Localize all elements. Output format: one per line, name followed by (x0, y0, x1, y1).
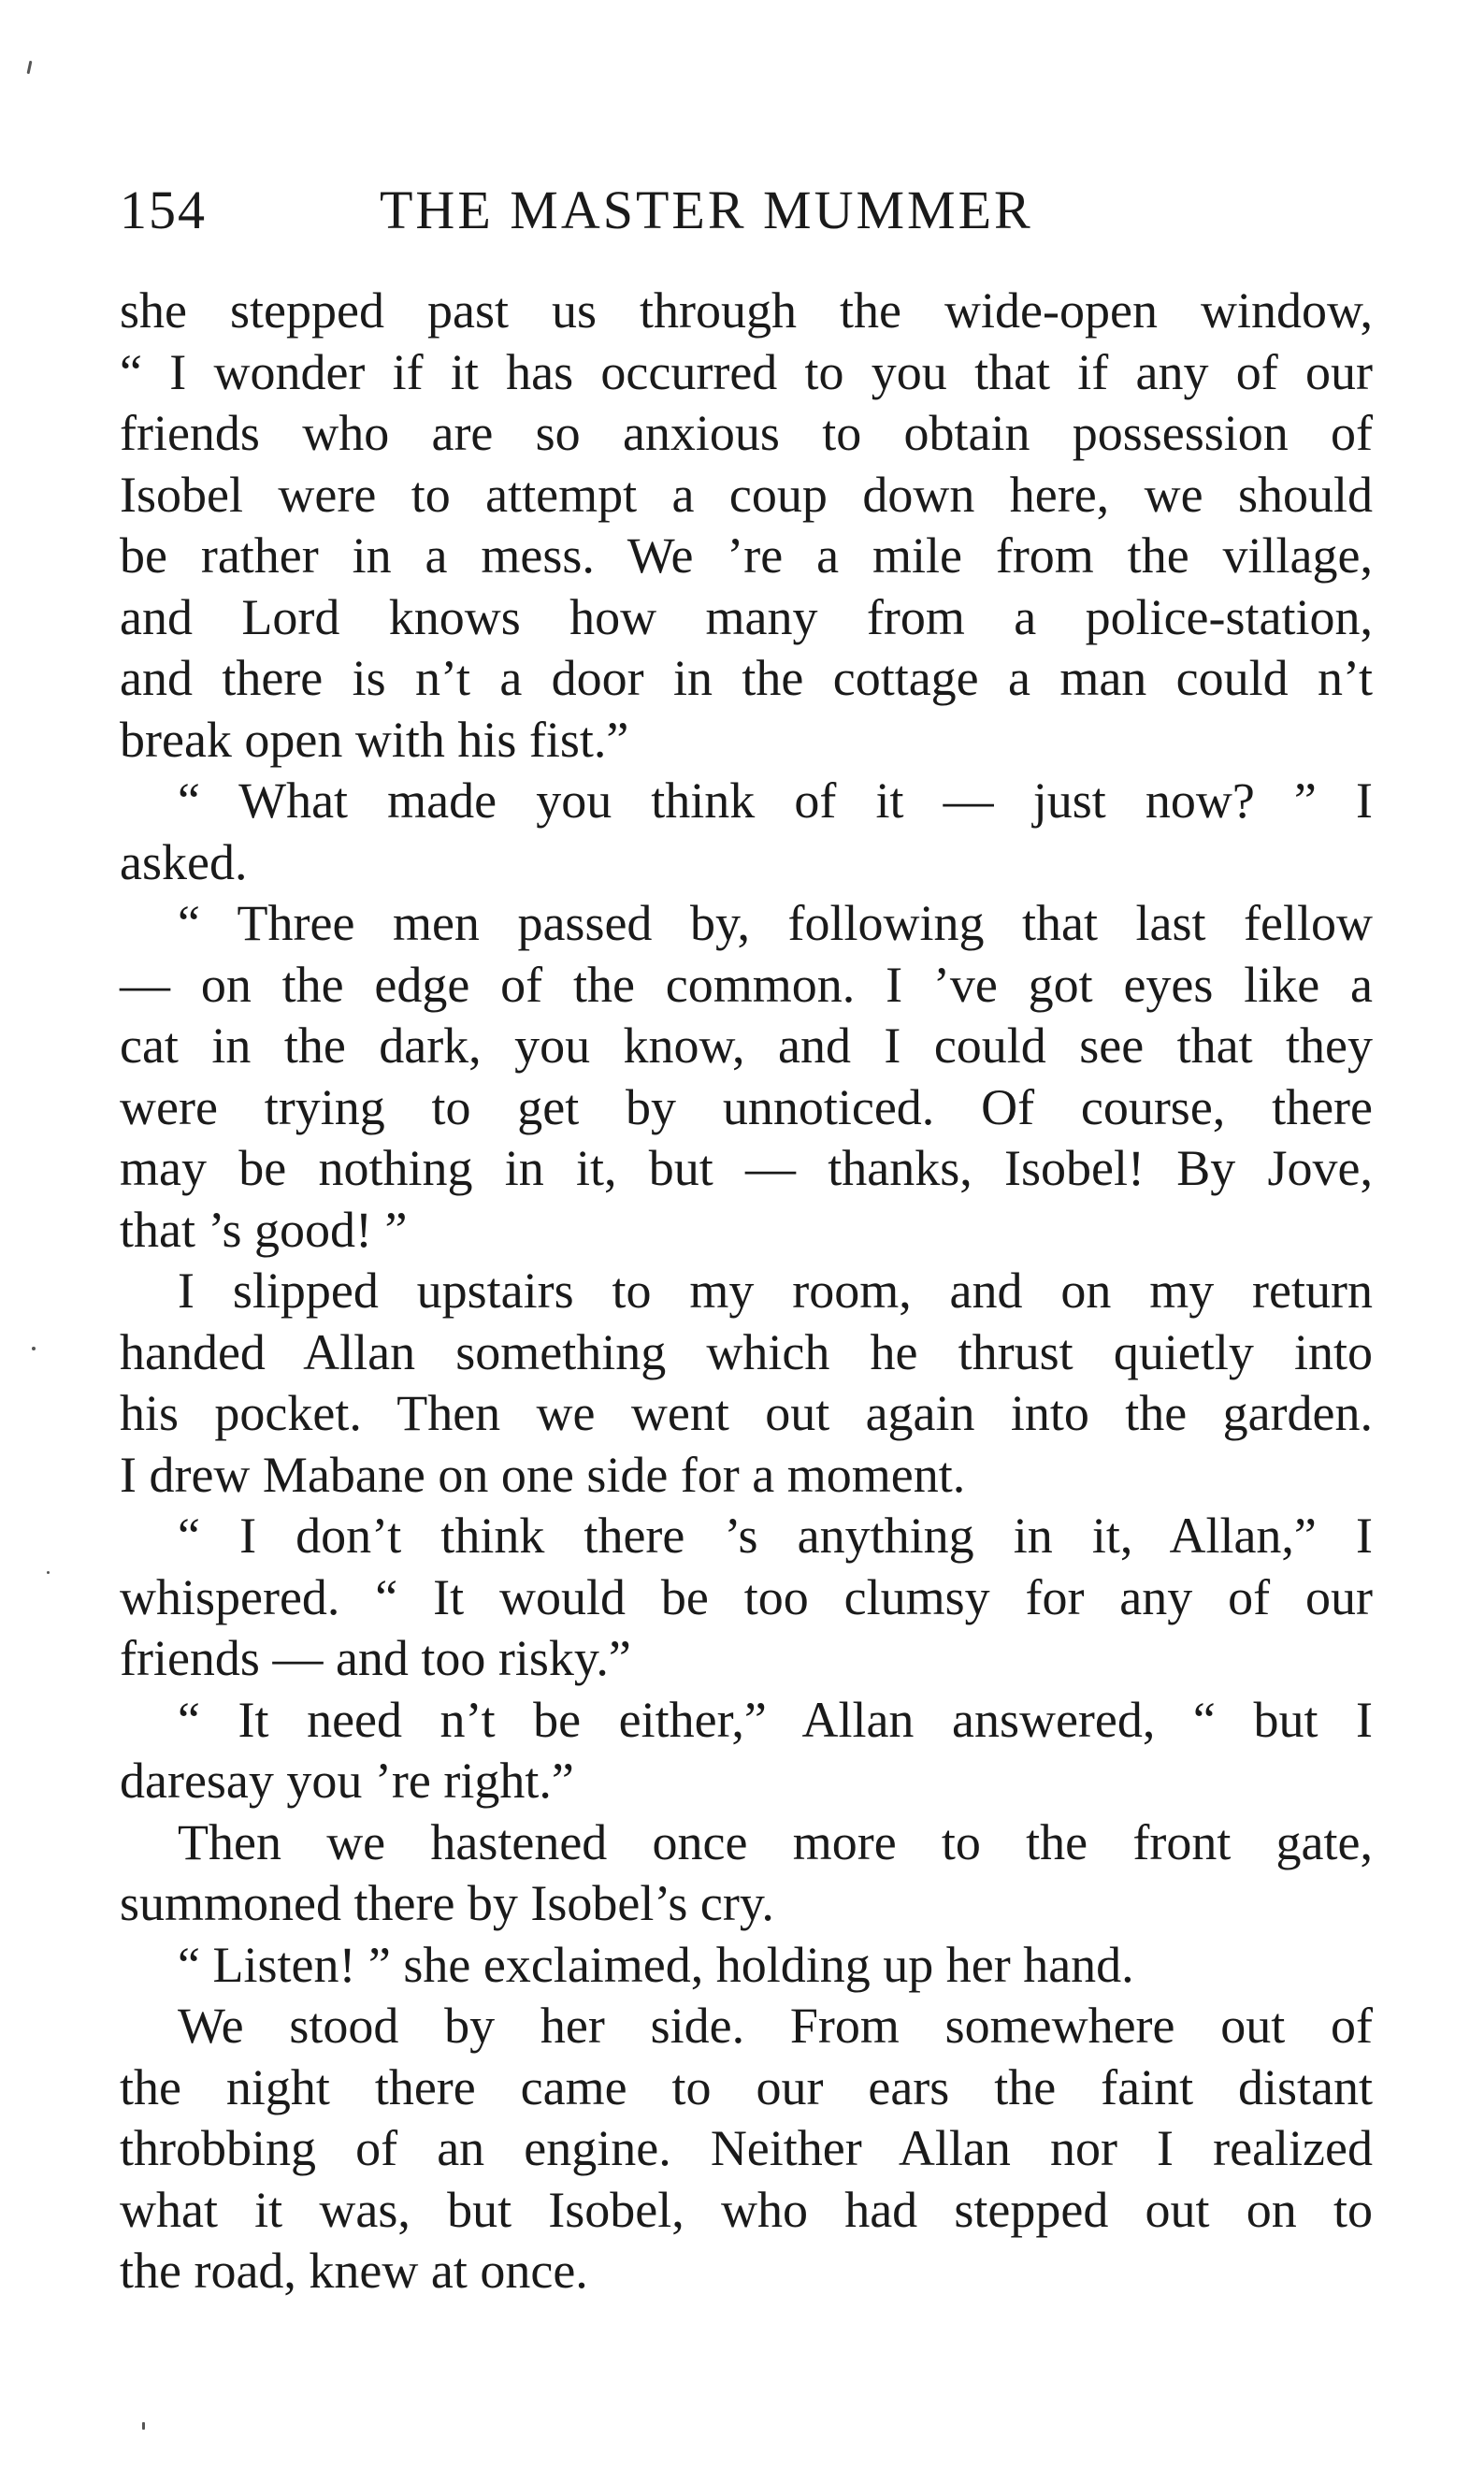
text-line: “ I wonder if it has occurred to you that if any of our (120, 343, 1373, 400)
text-line: Then we hastened once more to the front gate, (178, 1813, 1373, 1870)
text-line: We stood by her side. From somewhere out of (178, 1998, 1373, 2054)
text-line: what it was, but Isobel, who had stepped out on to (120, 2181, 1373, 2238)
text-line: daresay you ’re right.” (120, 1753, 574, 1809)
text-line: be rather in a mess. We ’re a mile from the village, (120, 527, 1373, 584)
text-line: asked. (120, 833, 248, 890)
text-line: break open with his fist.” (120, 711, 629, 768)
body-text (120, 281, 1373, 2302)
text-line: the road, knew at once. (120, 2243, 588, 2299)
page-number: 154 (120, 180, 207, 240)
text-line: I drew Mabane on one side for a moment. (120, 1446, 966, 1503)
text-line: — on the edge of the common. I ’ve got eyes like a (120, 956, 1373, 1013)
running-head (120, 173, 1373, 248)
text-line: that ’s good! ” (120, 1201, 408, 1258)
text-line: and Lord knows how many from a police-station, (120, 588, 1373, 645)
text-line: “ Listen! ” she exclaimed, holding up her hand. (178, 1936, 1134, 1993)
text-line: summoned there by Isobel’s cry. (120, 1875, 774, 1931)
text-line: handed Allan something which he thrust quietly into (120, 1323, 1373, 1380)
text-line: may be nothing in it, but — thanks, Isobel! By Jove, (120, 1140, 1373, 1196)
text-line: friends who are so anxious to obtain possession of (120, 405, 1373, 461)
text-line: she stepped past us through the wide-open window, (120, 282, 1373, 339)
text-line: and there is n’t a door in the cottage a man could n’t (120, 650, 1373, 706)
text-line: were trying to get by unnoticed. Of course, there (120, 1078, 1373, 1135)
text-line: “ It need n’t be either,” Allan answered, “ but I (178, 1691, 1373, 1748)
book-title: THE MASTER MUMMER (380, 180, 1033, 240)
text-line: Isobel were to attempt a coup down here, we should (120, 466, 1373, 523)
text-line: his pocket. Then we went out again into the garden. (120, 1385, 1373, 1441)
print-speck (47, 1571, 50, 1574)
print-speck (142, 2422, 145, 2430)
text-line: the night there came to our ears the faint distant (120, 2058, 1373, 2115)
print-speck (27, 61, 33, 74)
text-line: throbbing of an engine. Neither Allan nor I realized (120, 2120, 1373, 2176)
print-speck (32, 1347, 36, 1350)
text-line: I slipped upstairs to my room, and on my return (178, 1263, 1373, 1319)
text-line: whispered. “ It would be too clumsy for any of our (120, 1568, 1373, 1625)
text-line: cat in the dark, you know, and I could see that they (120, 1018, 1373, 1074)
text-line: “ Three men passed by, following that last fellow (178, 895, 1373, 951)
text-line: friends — and too risky.” (120, 1630, 631, 1686)
text-line: “ I don’t think there ’s anything in it, Allan,” I (178, 1508, 1373, 1564)
text-line: “ What made you think of it — just now? ” I (178, 772, 1373, 829)
